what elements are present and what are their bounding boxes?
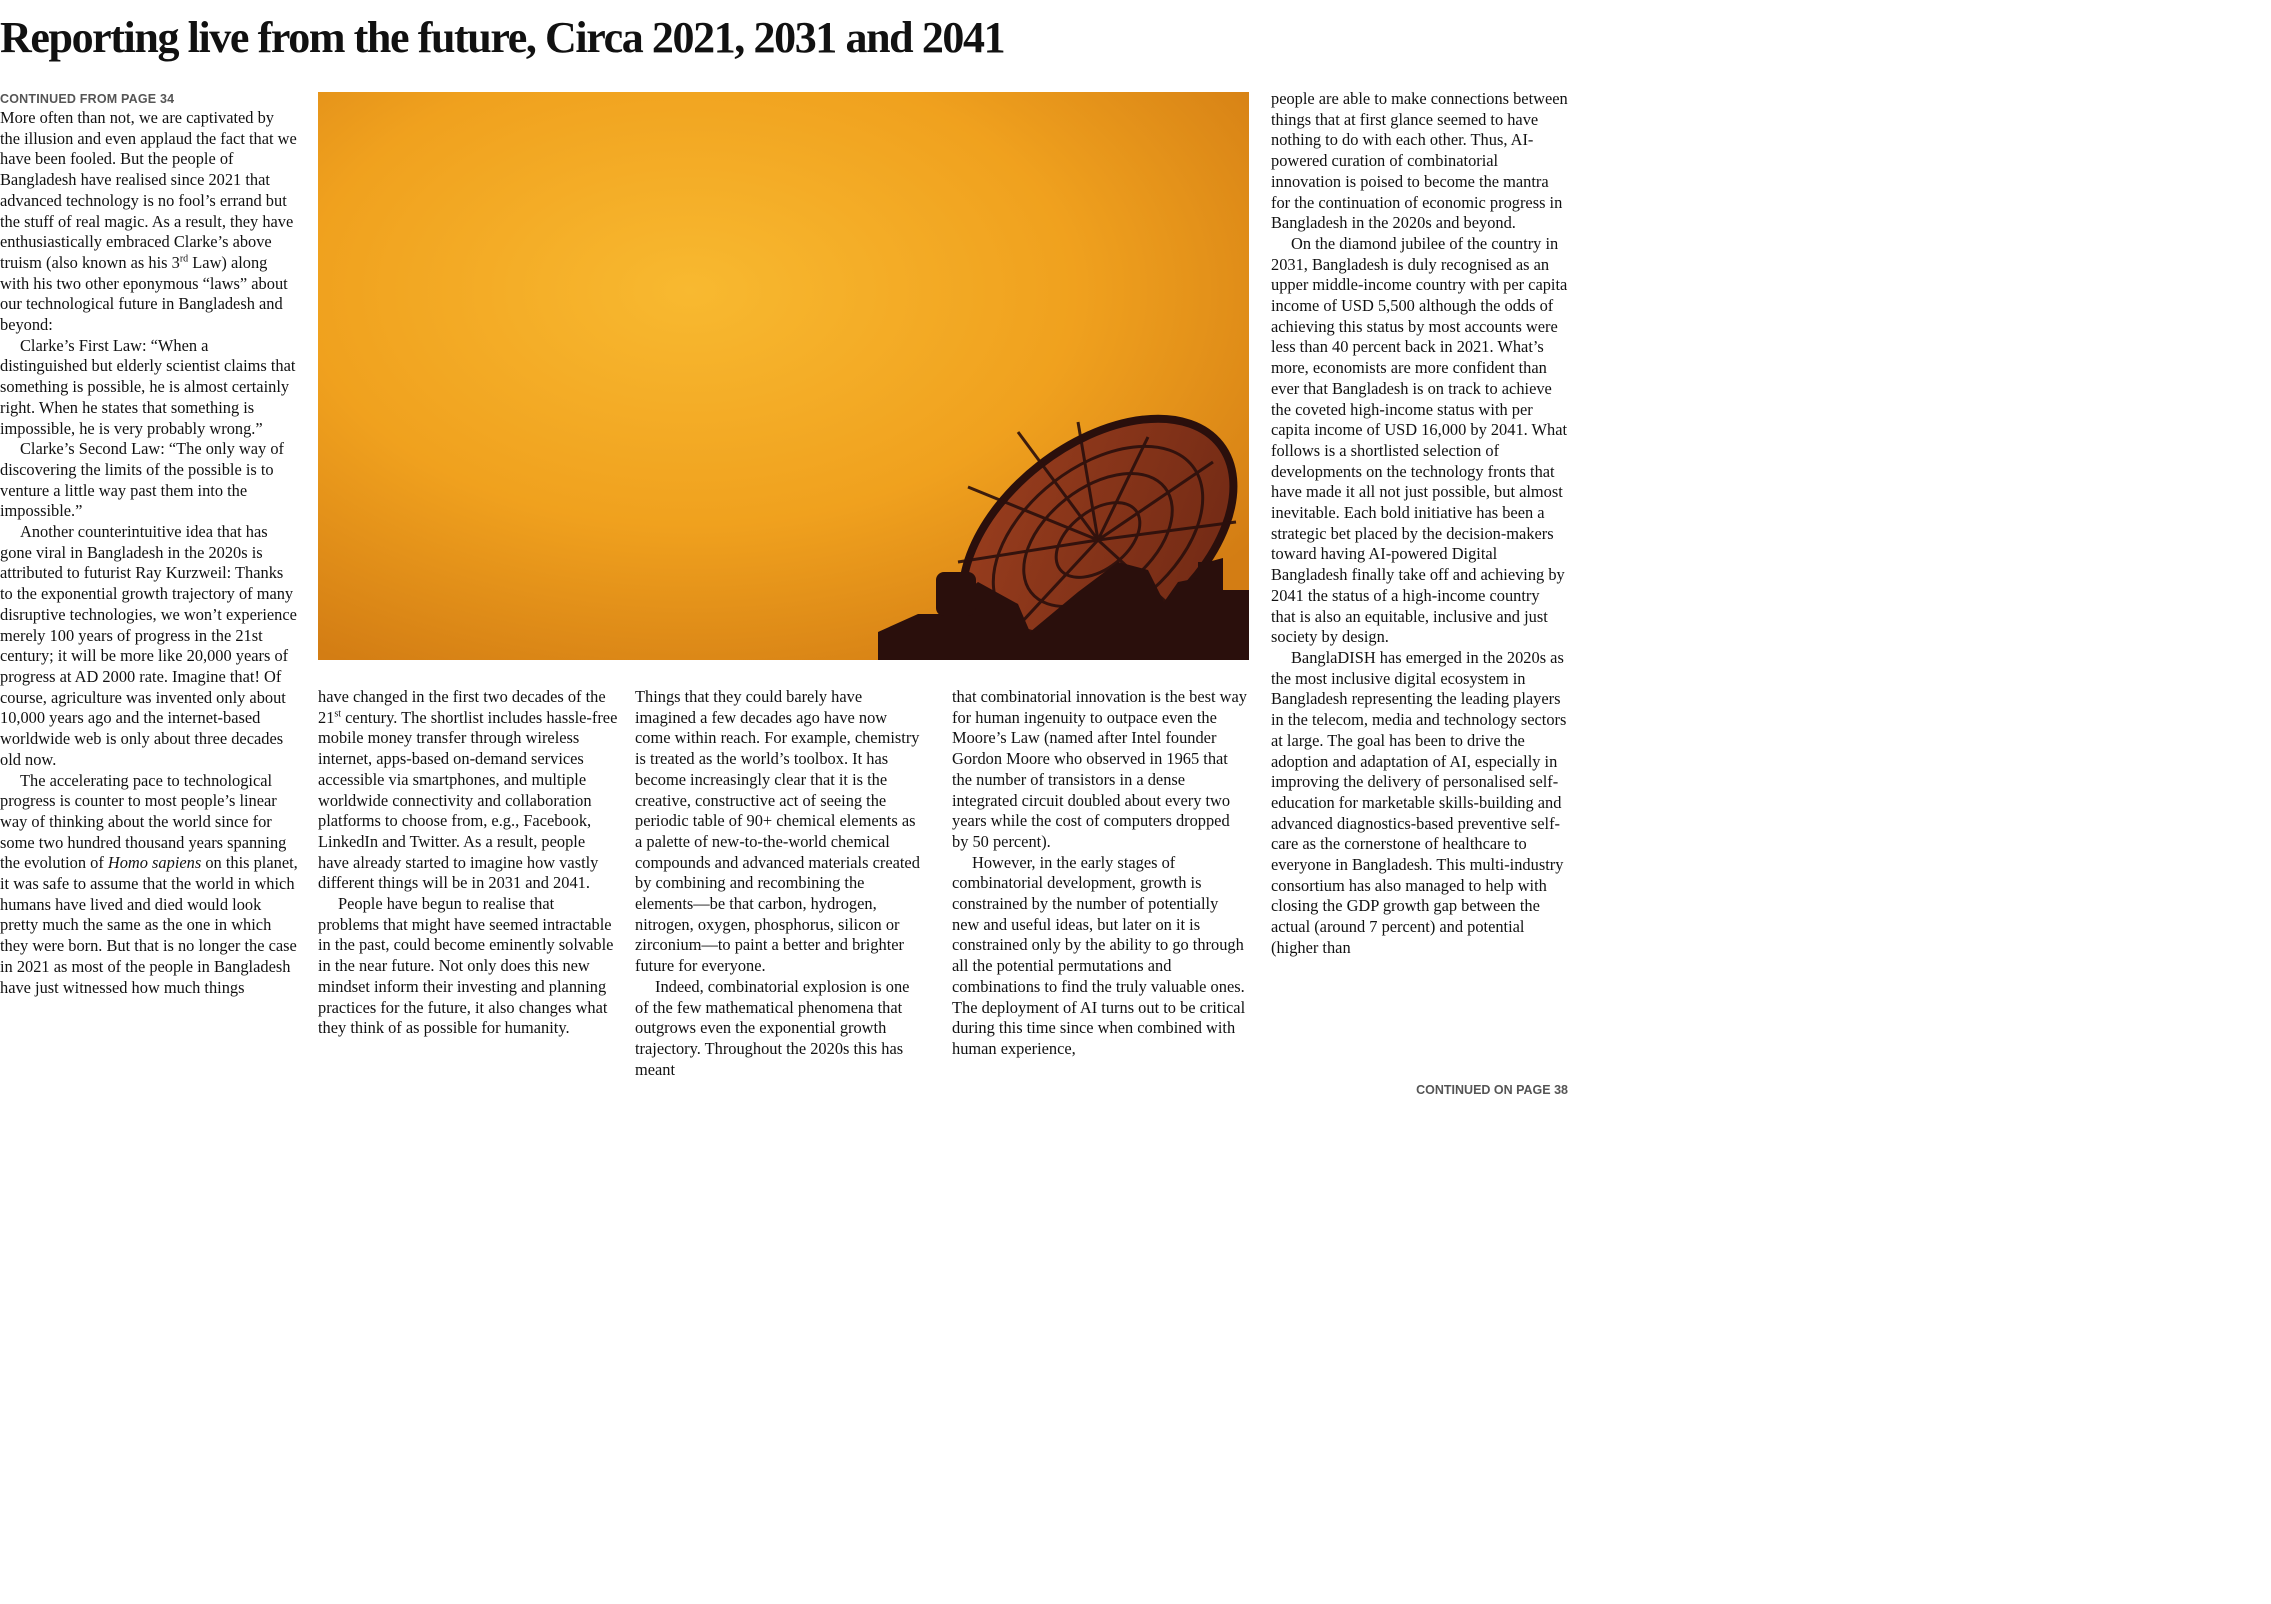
article-column-1 [0, 90, 298, 998]
article-column-5 [1271, 89, 1568, 959]
paragraph: More often than not, we are captivated by the illusion and even applaud the fact that we have been fooled. But the people of Bangladesh have realised since 2021 that advanced technology is no fool’s errand but the stuff of real magic. As a result, they have enthusiastically embraced Clarke’s above truism (also known as his 3rd Law) along with his two other eponymous “laws” about our technological future in Bangladesh and beyond: [0, 108, 297, 335]
article-column-4 [952, 687, 1248, 1060]
paragraph: Clarke’s First Law: “When a distinguished but elderly scientist claims that something is possible, he is almost certainly right. When he states that something is impossible, he is very probably wrong.” [0, 335, 296, 438]
paragraph: Indeed, combinatorial explosion is one of the few mathematical phenomena that outgrows even the exponential growth trajectory. Throughout the 2020s this has meant [635, 976, 910, 1079]
article-column-3 [635, 687, 925, 1080]
article-column-2 [318, 687, 618, 1039]
paragraph: On the diamond jubilee of the country in 2031, Bangladesh is duly recognised as an upper middle-income country with per capita income of USD 5,500 although the odds of achieving this status by most accounts were less than 40 percent back in 2021. What’s more, economists are more confident than ever that Bangladesh is on track to achieve the coveted high-income status with per capita income of USD 16,000 by 2041. What follows is a shortlisted selection of developments on the technology fronts that have made it all not just possible, but almost inevitable. Each bold initiative has been a strategic bet placed by the decision-makers toward having AI-powered Digital Bangladesh finally take off and achieving by 2041 the status of a high-income country that is also an equitable, inclusive and just society by design. [1271, 233, 1568, 647]
paragraph: Things that they could barely have imagined a few decades ago have now come within reach. For example, chemistry is treated as the world’s toolbox. It has become increasingly clear that it is the creative, constructive act of seeing the periodic table of 90+ chemical elements as a palette of new-to-the-world chemical compounds and advanced materials created by combining and recombining the elements—be that carbon, hydrogen, nitrogen, oxygen, phosphorus, silicon or zirconium—to paint a better and brighter future for everyone. [635, 687, 920, 976]
paragraph: that combinatorial innovation is the best way for human ingenuity to outpace even the Moore’s Law (named after Intel founder Gordon Moore who observed in 1965 that the number of transistors in a dense integrated circuit doubled about every two years while the cost of computers dropped by 50 percent). [952, 687, 1247, 851]
paragraph: Clarke’s Second Law: “The only way of discovering the limits of the possible is to venture a little way past them into the impossible.” [0, 439, 284, 521]
paragraph: Another counterintuitive idea that has gone viral in Bangladesh in the 2020s is attributed to futurist Ray Kurzweil: Thanks to the exponential growth trajectory of many disruptive technologies, we won’t experience merely 100 years of progress in the 21st century; it will be more like 20,000 years of progress at AD 2000 rate. Imagine that! Of course, agriculture was invented only about 10,000 years ago and the internet-based worldwide web is only about three decades old now. [0, 522, 297, 769]
satellite-dish-photo [318, 92, 1249, 660]
paragraph: The accelerating pace to technological progress is counter to most people’s linear way of thinking about the world since for some two hundred thousand years spanning the evolution of Homo sapiens on this planet, it was safe to assume that the world in which humans have lived and died would look pretty much the same as the one in which they were born. But that is no longer the case in 2021 as most of the people in Bangladesh have just witnessed how much things [0, 770, 298, 997]
headline: Reporting live from the future, Circa 2021, 2031 and 2041 [0, 13, 1005, 62]
satellite-dish-icon [318, 92, 1249, 660]
paragraph: have changed in the first two decades of the 21st century. The shortlist includes hassle-free mobile money transfer through wireless internet, apps-based on-demand services accessible via smartphones, and multiple worldwide connectivity and collaboration platforms to choose from, e.g., Facebook, LinkedIn and Twitter. As a result, people have already started to imagine how vastly different things will be in 2031 and 2041. [318, 687, 618, 893]
paragraph: BanglaDISH has emerged in the 2020s as the most inclusive digital ecosystem in Bangladesh representing the leading players in the telecom, media and technology sectors at large. The goal has been to drive the adoption and adaptation of AI, especially in improving the delivery of personalised self-education for marketable skills-building and advanced diagnostics-based preventive self-care as the cornerstone of healthcare to everyone in Bangladesh. This multi-industry consortium has also managed to help with closing the GDP growth gap between the actual (around 7 percent) and potential (higher than [1271, 647, 1567, 957]
continued-on-label: CONTINUED ON PAGE 38 [1416, 1083, 1568, 1097]
continued-from-label: CONTINUED FROM PAGE 34 [0, 92, 175, 106]
paragraph: People have begun to realise that problems that might have seemed intractable in the past, could become eminently solvable in the near future. Not only does this new mindset inform their investing and planning practices for the future, it also changes what they think of as possible for humanity. [318, 894, 614, 1038]
paragraph: people are able to make connections between things that at first glance seemed to have nothing to do with each other. Thus, AI-powered curation of combinatorial innovation is poised to become the mantra for the continuation of economic progress in Bangladesh in the 2020s and beyond. [1271, 89, 1568, 233]
paragraph: However, in the early stages of combinatorial development, growth is constrained by the number of potentially new and useful ideas, but later on it is constrained only by the ability to go through all the potential permutations and combinations to find the truly valuable ones. The deployment of AI turns out to be critical during this time since when combined with human experience, [952, 852, 1246, 1058]
